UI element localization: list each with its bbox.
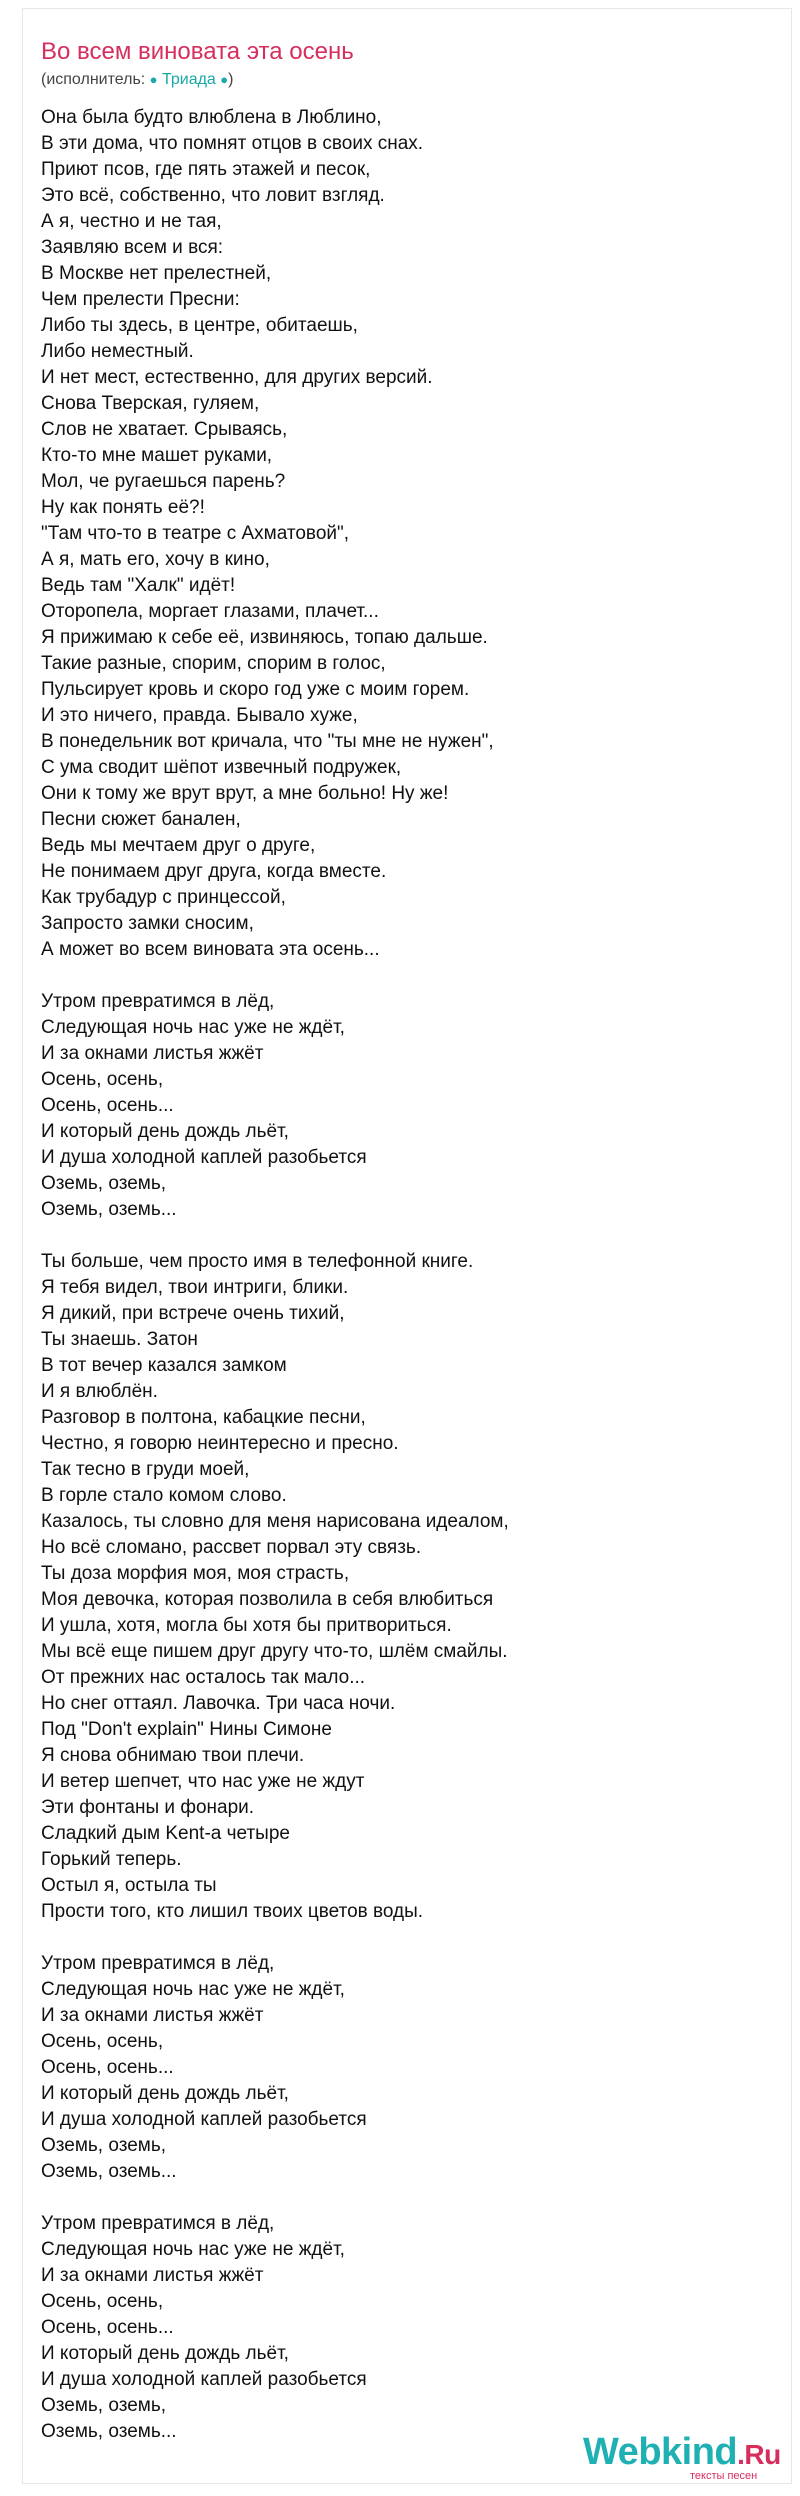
lyrics-line: Осень, осень,: [41, 1069, 164, 1090]
lyrics-line: В понедельник вот кричала, что "ты мне не нужен",: [41, 731, 494, 752]
site-logo[interactable]: [583, 2430, 783, 2480]
lyrics-line: Но всё сломано, рассвет порвал эту связь.: [41, 1537, 422, 1558]
lyrics-line: И который день дождь льёт,: [41, 2083, 289, 2104]
lyrics-line: И за окнами листья жжёт: [41, 1043, 264, 1064]
bullet-icon: ●: [220, 72, 229, 87]
lyrics-line: Моя девочка, которая позволила в себя влюбиться: [41, 1589, 494, 1610]
lyrics-line: Так тесно в груди моей,: [41, 1459, 250, 1480]
lyrics-line: Утром превратимся в лёд,: [41, 1953, 275, 1974]
lyrics-line: Осень, осень,: [41, 2291, 164, 2312]
lyrics-line: Запросто замки сносим,: [41, 913, 254, 934]
lyrics-line: А может во всем виновата эта осень...: [41, 939, 380, 960]
lyrics-line: Утром превратимся в лёд,: [41, 2213, 275, 2234]
lyrics-line: Осень, осень...: [41, 1095, 174, 1116]
lyrics-line: Прости того, кто лишил твоих цветов воды.: [41, 1901, 424, 1922]
lyrics-line: Оземь, оземь,: [41, 2135, 167, 2156]
lyrics-line: В горле стало комом слово.: [41, 1485, 287, 1506]
lyrics-line: Оторопела, моргает глазами, плачет...: [41, 601, 379, 622]
lyrics-line: И душа холодной каплей разобьется: [41, 1147, 367, 1168]
lyrics-line: Ты знаешь. Затон: [41, 1329, 198, 1350]
lyrics-line: Это всё, собственно, что ловит взгляд.: [41, 185, 385, 206]
lyrics-line: В тот вечер казался замком: [41, 1355, 287, 1376]
lyrics-line: Снова Тверская, гуляем,: [41, 393, 260, 414]
lyrics-line: Но снег оттаял. Лавочка. Три часа ночи.: [41, 1693, 396, 1714]
lyrics-line: Ведь там "Халк" идёт!: [41, 575, 236, 596]
artist-link[interactable]: Триада: [161, 71, 216, 88]
lyrics-line: Горький теперь.: [41, 1849, 182, 1870]
bullet-icon: ●: [149, 72, 158, 87]
lyrics-line: Оземь, оземь,: [41, 1173, 167, 1194]
lyrics-line: Оземь, оземь...: [41, 1199, 177, 1220]
lyrics-verse: [41, 105, 761, 963]
lyrics-line: Она была будто влюблена в Люблино,: [41, 107, 382, 128]
lyrics-line: Осень, осень...: [41, 2057, 174, 2078]
logo-main-text: Webkind: [583, 2431, 738, 2473]
lyrics-line: Я дикий, при встрече очень тихий,: [41, 1303, 345, 1324]
artist-prefix: (исполнитель:: [41, 71, 146, 88]
lyrics-line: Не понимаем друг друга, когда вместе.: [41, 861, 387, 882]
lyrics-line: Ты больше, чем просто имя в телефонной книге.: [41, 1251, 474, 1272]
lyrics-line: Следующая ночь нас уже не ждёт,: [41, 2239, 345, 2260]
lyrics-line: Разговор в полтона, кабацкие песни,: [41, 1407, 366, 1428]
lyrics-line: Я тебя видел, твои интриги, блики.: [41, 1277, 349, 1298]
lyrics-line: Честно, я говорю неинтересно и пресно.: [41, 1433, 399, 1454]
lyrics-line: Чем прелести Пресни:: [41, 289, 240, 310]
lyrics-line: Песни сюжет банален,: [41, 809, 241, 830]
lyrics-line: Осень, осень...: [41, 2317, 174, 2338]
lyrics-line: Оземь, оземь...: [41, 2421, 177, 2442]
lyrics-line: И за окнами листья жжёт: [41, 2005, 264, 2026]
lyrics-line: И который день дождь льёт,: [41, 2343, 289, 2364]
lyrics-line: Мол, че ругаешься парень?: [41, 471, 286, 492]
lyrics-line: Они к тому же врут врут, а мне больно! Ну же!: [41, 783, 449, 804]
lyrics-line: И душа холодной каплей разобьется: [41, 2369, 367, 2390]
lyrics-line: И ветер шепчет, что нас уже не ждут: [41, 1771, 365, 1792]
lyrics-line: Кто-то мне машет руками,: [41, 445, 273, 466]
artist-suffix: ): [228, 71, 234, 88]
lyrics-body: [41, 105, 761, 2471]
lyrics-line: Следующая ночь нас уже не ждёт,: [41, 1979, 345, 2000]
lyrics-line: Эти фонтаны и фонари.: [41, 1797, 255, 1818]
lyrics-line: Ты доза морфия моя, моя страсть,: [41, 1563, 350, 1584]
lyrics-line: Оземь, оземь...: [41, 2161, 177, 2182]
artist-line: [41, 70, 233, 90]
lyrics-line: Утром превратимся в лёд,: [41, 991, 275, 1012]
lyrics-line: А я, мать его, хочу в кино,: [41, 549, 270, 570]
lyrics-line: Ведь мы мечтаем друг о друге,: [41, 835, 316, 856]
lyrics-line: И я влюблён.: [41, 1381, 158, 1402]
lyrics-line: Мы всё еще пишем друг другу что-то, шлём смайлы.: [41, 1641, 508, 1662]
lyrics-line: И ушла, хотя, могла бы хотя бы притвориться.: [41, 1615, 452, 1636]
lyrics-line: Либо неместный.: [41, 341, 194, 362]
lyrics-line: С ума сводит шёпот извечный подружек,: [41, 757, 402, 778]
lyrics-verse: [41, 1249, 761, 1925]
lyrics-line: В Москве нет прелестней,: [41, 263, 272, 284]
lyrics-line: И нет мест, естественно, для других версий.: [41, 367, 433, 388]
lyrics-line: Пульсирует кровь и скоро год уже с моим горем.: [41, 679, 470, 700]
lyrics-line: Следующая ночь нас уже не ждёт,: [41, 1017, 345, 1038]
lyrics-line: Сладкий дым Kent-а четыре: [41, 1823, 290, 1844]
lyrics-line: И душа холодной каплей разобьется: [41, 2109, 367, 2130]
lyrics-line: Казалось, ты словно для меня нарисована идеалом,: [41, 1511, 509, 1532]
lyrics-line: И за окнами листья жжёт: [41, 2265, 264, 2286]
lyrics-line: Приют псов, где пять этажей и песок,: [41, 159, 371, 180]
lyrics-line: Как трубадур с принцессой,: [41, 887, 286, 908]
lyrics-line: Слов не хватает. Срываясь,: [41, 419, 288, 440]
lyrics-line: В эти дома, что помнят отцов в своих снах.: [41, 133, 424, 154]
logo-tld-text: .Ru: [737, 2439, 781, 2470]
lyrics-line: "Там что-то в театре с Ахматовой",: [41, 523, 350, 544]
lyrics-verse: [41, 989, 761, 1223]
lyrics-line: Осень, осень,: [41, 2031, 164, 2052]
lyrics-line: Оземь, оземь,: [41, 2395, 167, 2416]
lyrics-line: Остыл я, остыла ты: [41, 1875, 217, 1896]
lyrics-line: Ну как понять её?!: [41, 497, 205, 518]
logo-tagline: тексты песен: [690, 2470, 758, 2482]
lyrics-line: Я снова обнимаю твои плечи.: [41, 1745, 305, 1766]
lyrics-line: Под "Don't explain" Нины Симоне: [41, 1719, 332, 1740]
lyrics-line: А я, честно и не тая,: [41, 211, 222, 232]
lyrics-line: Я прижимаю к себе её, извиняюсь, топаю дальше.: [41, 627, 488, 648]
lyrics-line: И это ничего, правда. Бывало хуже,: [41, 705, 358, 726]
page-title: Во всем виновата эта осень: [41, 38, 354, 65]
lyrics-line: И который день дождь льёт,: [41, 1121, 289, 1142]
lyrics-line: Заявляю всем и вся:: [41, 237, 224, 258]
lyrics-line: Такие разные, спорим, спорим в голос,: [41, 653, 386, 674]
lyrics-verse: [41, 1951, 761, 2185]
lyrics-line: Либо ты здесь, в центре, обитаешь,: [41, 315, 358, 336]
lyrics-verse: [41, 2211, 761, 2445]
lyrics-line: От прежних нас осталось так мало...: [41, 1667, 366, 1688]
